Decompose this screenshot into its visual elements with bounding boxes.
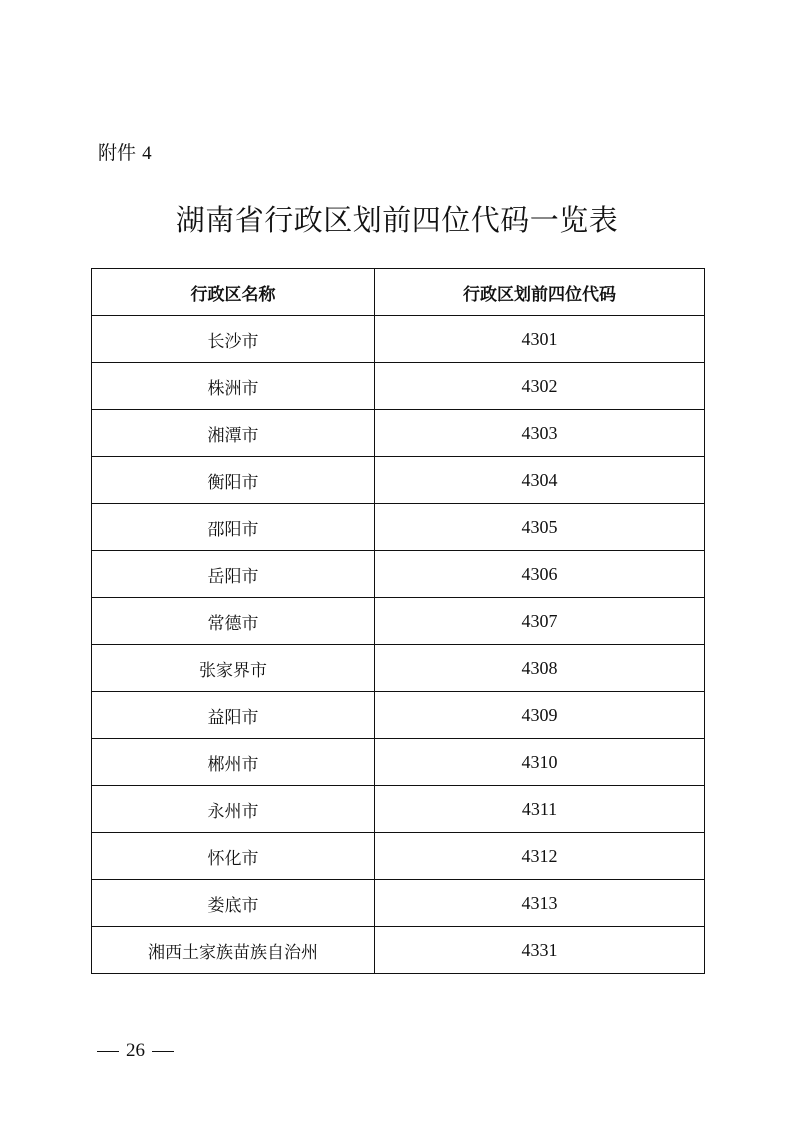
region-name-cell: 株洲市: [92, 363, 375, 410]
table-row: [92, 645, 705, 692]
table-row: [92, 786, 705, 833]
table-row: [92, 457, 705, 504]
table-row: [92, 833, 705, 880]
region-code-cell: 4302: [375, 363, 705, 410]
region-code-cell: 4305: [375, 504, 705, 551]
region-code-cell: 4309: [375, 692, 705, 739]
region-code-cell: 4331: [375, 927, 705, 974]
table-row: [92, 410, 705, 457]
region-name-cell: 郴州市: [92, 739, 375, 786]
page-number: [97, 1038, 174, 1064]
region-code-cell: 4306: [375, 551, 705, 598]
table-row: [92, 927, 705, 974]
region-name-cell: 张家界市: [92, 645, 375, 692]
attachment-label-text: 附件: [98, 142, 137, 164]
header-region-name: 行政区名称: [92, 269, 375, 316]
region-code-cell: 4311: [375, 786, 705, 833]
region-code-cell: 4308: [375, 645, 705, 692]
table-row: [92, 880, 705, 927]
region-code-cell: 4303: [375, 410, 705, 457]
region-code-cell: 4313: [375, 880, 705, 927]
table-header-row: [92, 269, 705, 316]
page-number-right-dash: [152, 1051, 174, 1052]
region-name-cell: 邵阳市: [92, 504, 375, 551]
document-title: 湖南省行政区划前四位代码一览表: [175, 203, 619, 237]
region-name-cell: 怀化市: [92, 833, 375, 880]
page-number-value: 26: [126, 1040, 145, 1061]
region-name-cell: 益阳市: [92, 692, 375, 739]
header-region-code: 行政区划前四位代码: [375, 269, 705, 316]
region-name-cell: 长沙市: [92, 316, 375, 363]
region-code-table: [91, 268, 705, 974]
region-name-cell: 娄底市: [92, 880, 375, 927]
table-row: [92, 598, 705, 645]
attachment-number: 4: [142, 143, 152, 164]
attachment-label: [98, 140, 152, 167]
region-code-cell: 4304: [375, 457, 705, 504]
table-row: [92, 551, 705, 598]
region-name-cell: 常德市: [92, 598, 375, 645]
table-row: [92, 363, 705, 410]
table-row: [92, 739, 705, 786]
region-code-cell: 4301: [375, 316, 705, 363]
region-name-cell: 岳阳市: [92, 551, 375, 598]
table-row: [92, 692, 705, 739]
page-number-left-dash: [97, 1051, 119, 1052]
region-code-cell: 4312: [375, 833, 705, 880]
region-name-cell: 永州市: [92, 786, 375, 833]
region-name-cell: 湘西土家族苗族自治州: [92, 927, 375, 974]
region-code-cell: 4310: [375, 739, 705, 786]
region-code-cell: 4307: [375, 598, 705, 645]
region-name-cell: 湘潭市: [92, 410, 375, 457]
table-row: [92, 316, 705, 363]
table-row: [92, 504, 705, 551]
region-name-cell: 衡阳市: [92, 457, 375, 504]
